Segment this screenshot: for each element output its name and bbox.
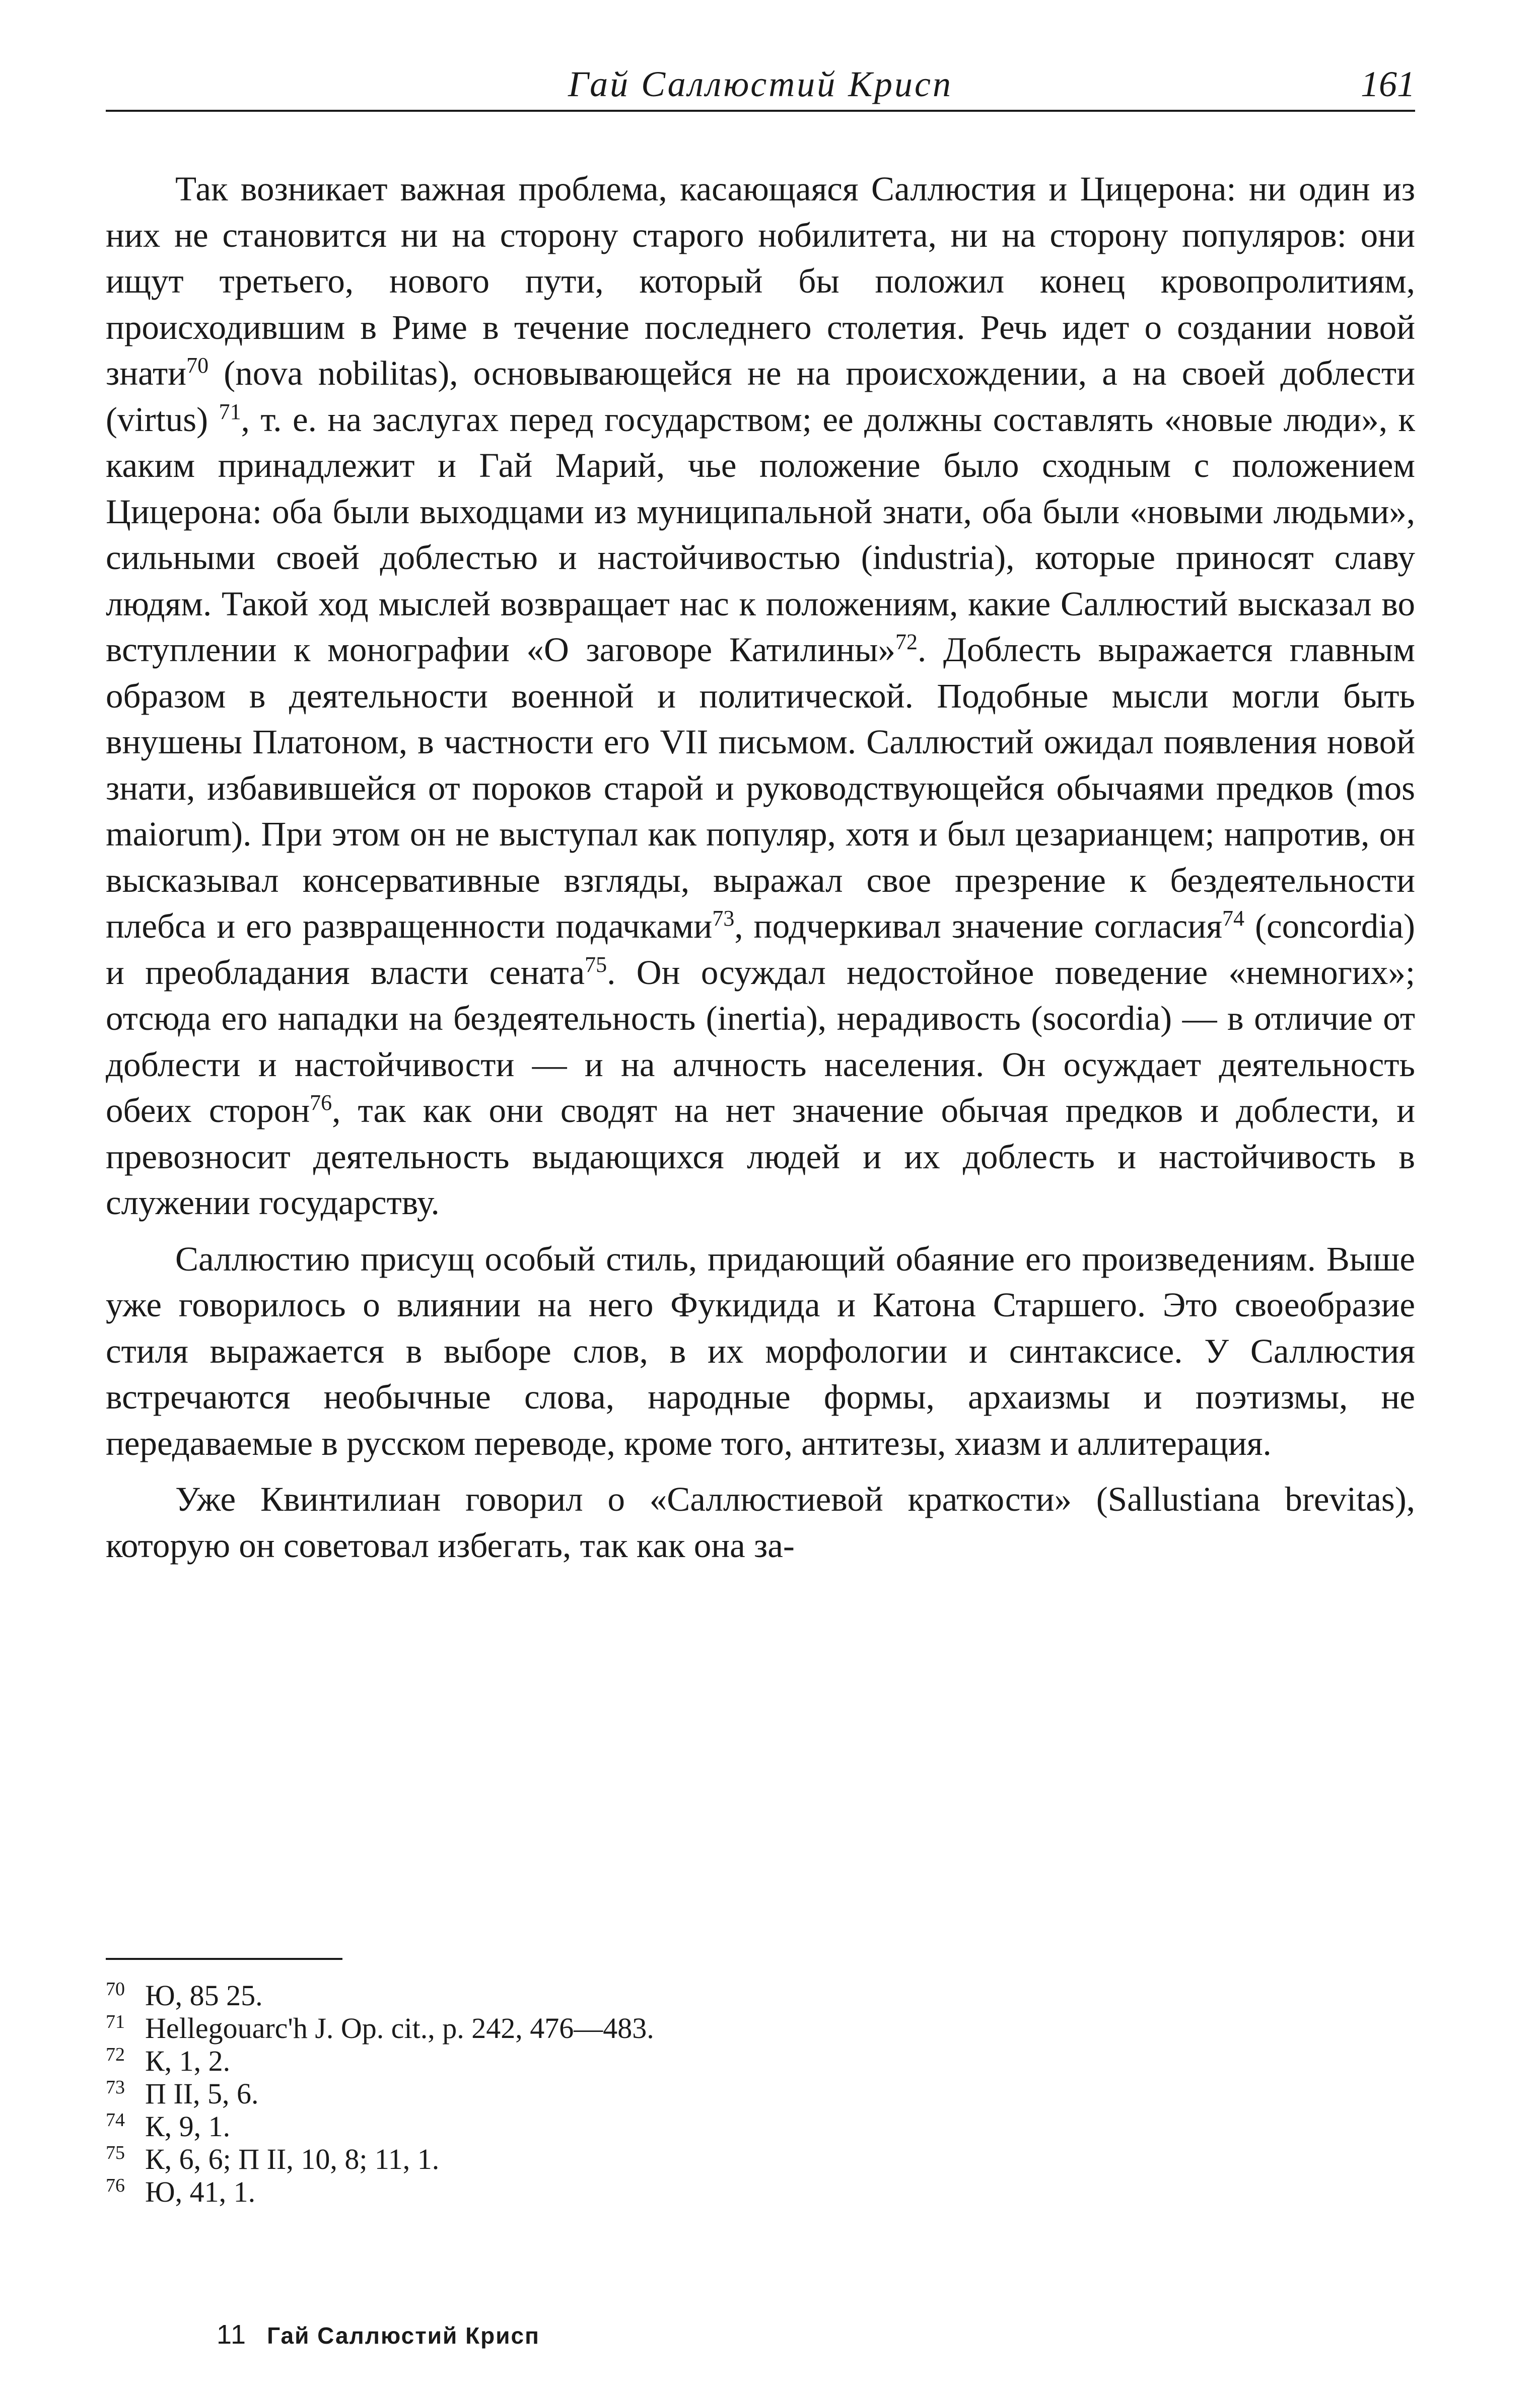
footnote-ref-74: 74 xyxy=(1222,906,1244,931)
text-run: (nova nobilitas), основывающейся не на происхождении, а на своей доблести (virtus) xyxy=(106,354,1415,439)
running-title: Гай Саллюстий Крисп xyxy=(568,64,953,104)
text-run: (concordia) и преобладания власти сената xyxy=(106,907,1415,992)
footnote-number: 70 xyxy=(106,1979,125,2000)
footnote-ref-72: 72 xyxy=(895,629,918,654)
footnote xyxy=(106,2012,1415,2045)
footnote-text: Ю, 41, 1. xyxy=(145,2175,256,2208)
footnote xyxy=(106,2175,1415,2208)
footnote-text: К, 1, 2. xyxy=(145,2045,231,2077)
footnote-number: 76 xyxy=(106,2175,125,2196)
text-run: , т. е. на заслугах перед государством; ее должны составлять «новые люди», к каким принадлежит и Гай Марий, чье положение было сходным с положением Цицерона: оба были выходцами из муниципальной знати, оба были «новыми людьми», сильными своей доблестью и настойчивостью (industria), которые приносят славу людям. Такой ход мыслей возвращает нас к положениям, какие Саллюстий высказал во вступлении к монографии «О заговоре Катилины» xyxy=(106,400,1415,669)
printer-signature xyxy=(217,2319,540,2350)
book-page xyxy=(106,0,1415,2393)
text-run: . Доблесть выражается главным образом в деятельности военной и политической. Подобные мысли могли быть внушены Платоном, в частности его VII письмом. Саллюстий ожидал появления новой знати, избавившейся от пороков старой и руководствующейся обычаями предков (mos maiorum). При этом он не выступал как популяр, хотя и был цезарианцем; напротив, он высказывал консервативные взгляды, выражал свое презрение к бездеятельности плебса и его развращенности подачками xyxy=(106,630,1415,945)
footnote-text: Ю, 85 25. xyxy=(145,1979,263,2012)
footnote-text: К, 9, 1. xyxy=(145,2110,231,2143)
footnote xyxy=(106,2077,1415,2110)
paragraph-3: Уже Квинтилиан говорил о «Саллюстиевой краткости» (Sallustiana brevitas), которую он советовал избегать, так как она за- xyxy=(106,1480,1415,1565)
footnote-separator xyxy=(106,1958,342,1960)
footnote-ref-76: 76 xyxy=(310,1090,332,1115)
footnotes xyxy=(106,1979,1415,2208)
footnote-ref-70: 70 xyxy=(186,353,209,378)
footnote xyxy=(106,1979,1415,2012)
text-run: , подчеркивал значение согласия xyxy=(734,907,1222,945)
footnote-text: К, 6, 6; П II, 10, 8; 11, 1. xyxy=(145,2143,440,2175)
footnote-ref-75: 75 xyxy=(585,952,607,977)
footnote-number: 72 xyxy=(106,2044,125,2065)
footnote-ref-73: 73 xyxy=(712,906,735,931)
footnote-ref-71: 71 xyxy=(219,399,241,424)
footnote-number: 75 xyxy=(106,2142,125,2163)
paragraph-2: Саллюстию присущ особый стиль, придающий обаяние его произведениям. Выше уже говорилось о влиянии на него Фукидида и Катона Старшего. Это своеобразие стиля выражается в выборе слов, в их морфологии и синтаксисе. У Саллюстия встречаются необычные слова, народные формы, архаизмы и поэтизмы, не передаваемые в русском переводе, кроме того, антитезы, хиазм и аллитерация. xyxy=(106,1239,1415,1462)
signature-sheet-number: 11 xyxy=(217,2319,247,2350)
footnote xyxy=(106,2045,1415,2077)
main-text xyxy=(106,166,1415,1579)
footnote-text: Hellegouarc'h J. Op. cit., p. 242, 476—483. xyxy=(145,2012,654,2045)
footnote xyxy=(106,2110,1415,2143)
footnote-text: П II, 5, 6. xyxy=(145,2077,259,2110)
text-run: . Он осуждал недостойное поведение «немногих»; отсюда его нападки на бездеятельность (inertia), нерадивость (socordia) — в отличие от доблести и настойчивости — и на алчность населения. Он осуждает деятельность обеих сторон xyxy=(106,953,1415,1130)
text-run: Так возникает важная проблема, касающаяся Саллюстия и Цицерона: ни один из них не становится ни на сторону старого нобилитета, ни на сторону популяров: они ищут третьего, нового пути, который бы положил конец кровопролитиям, происходившим в Риме в течение последнего столетия. Речь идет о создании новой знати xyxy=(106,170,1415,392)
footnote-number: 73 xyxy=(106,2077,125,2098)
running-head xyxy=(106,59,1415,112)
signature-title: Гай Саллюстий Крисп xyxy=(267,2322,540,2349)
text-run: , так как они сводят на нет значение обычая предков и доблести, и превозносит деятельность выдающихся людей и их доблесть и настойчивость в служении государству. xyxy=(106,1091,1416,1222)
footnote-number: 74 xyxy=(106,2109,125,2131)
footnote-number: 71 xyxy=(106,2011,125,2032)
paragraph-1 xyxy=(106,166,1415,1226)
page-number: 161 xyxy=(1361,64,1415,104)
footnote xyxy=(106,2143,1415,2175)
